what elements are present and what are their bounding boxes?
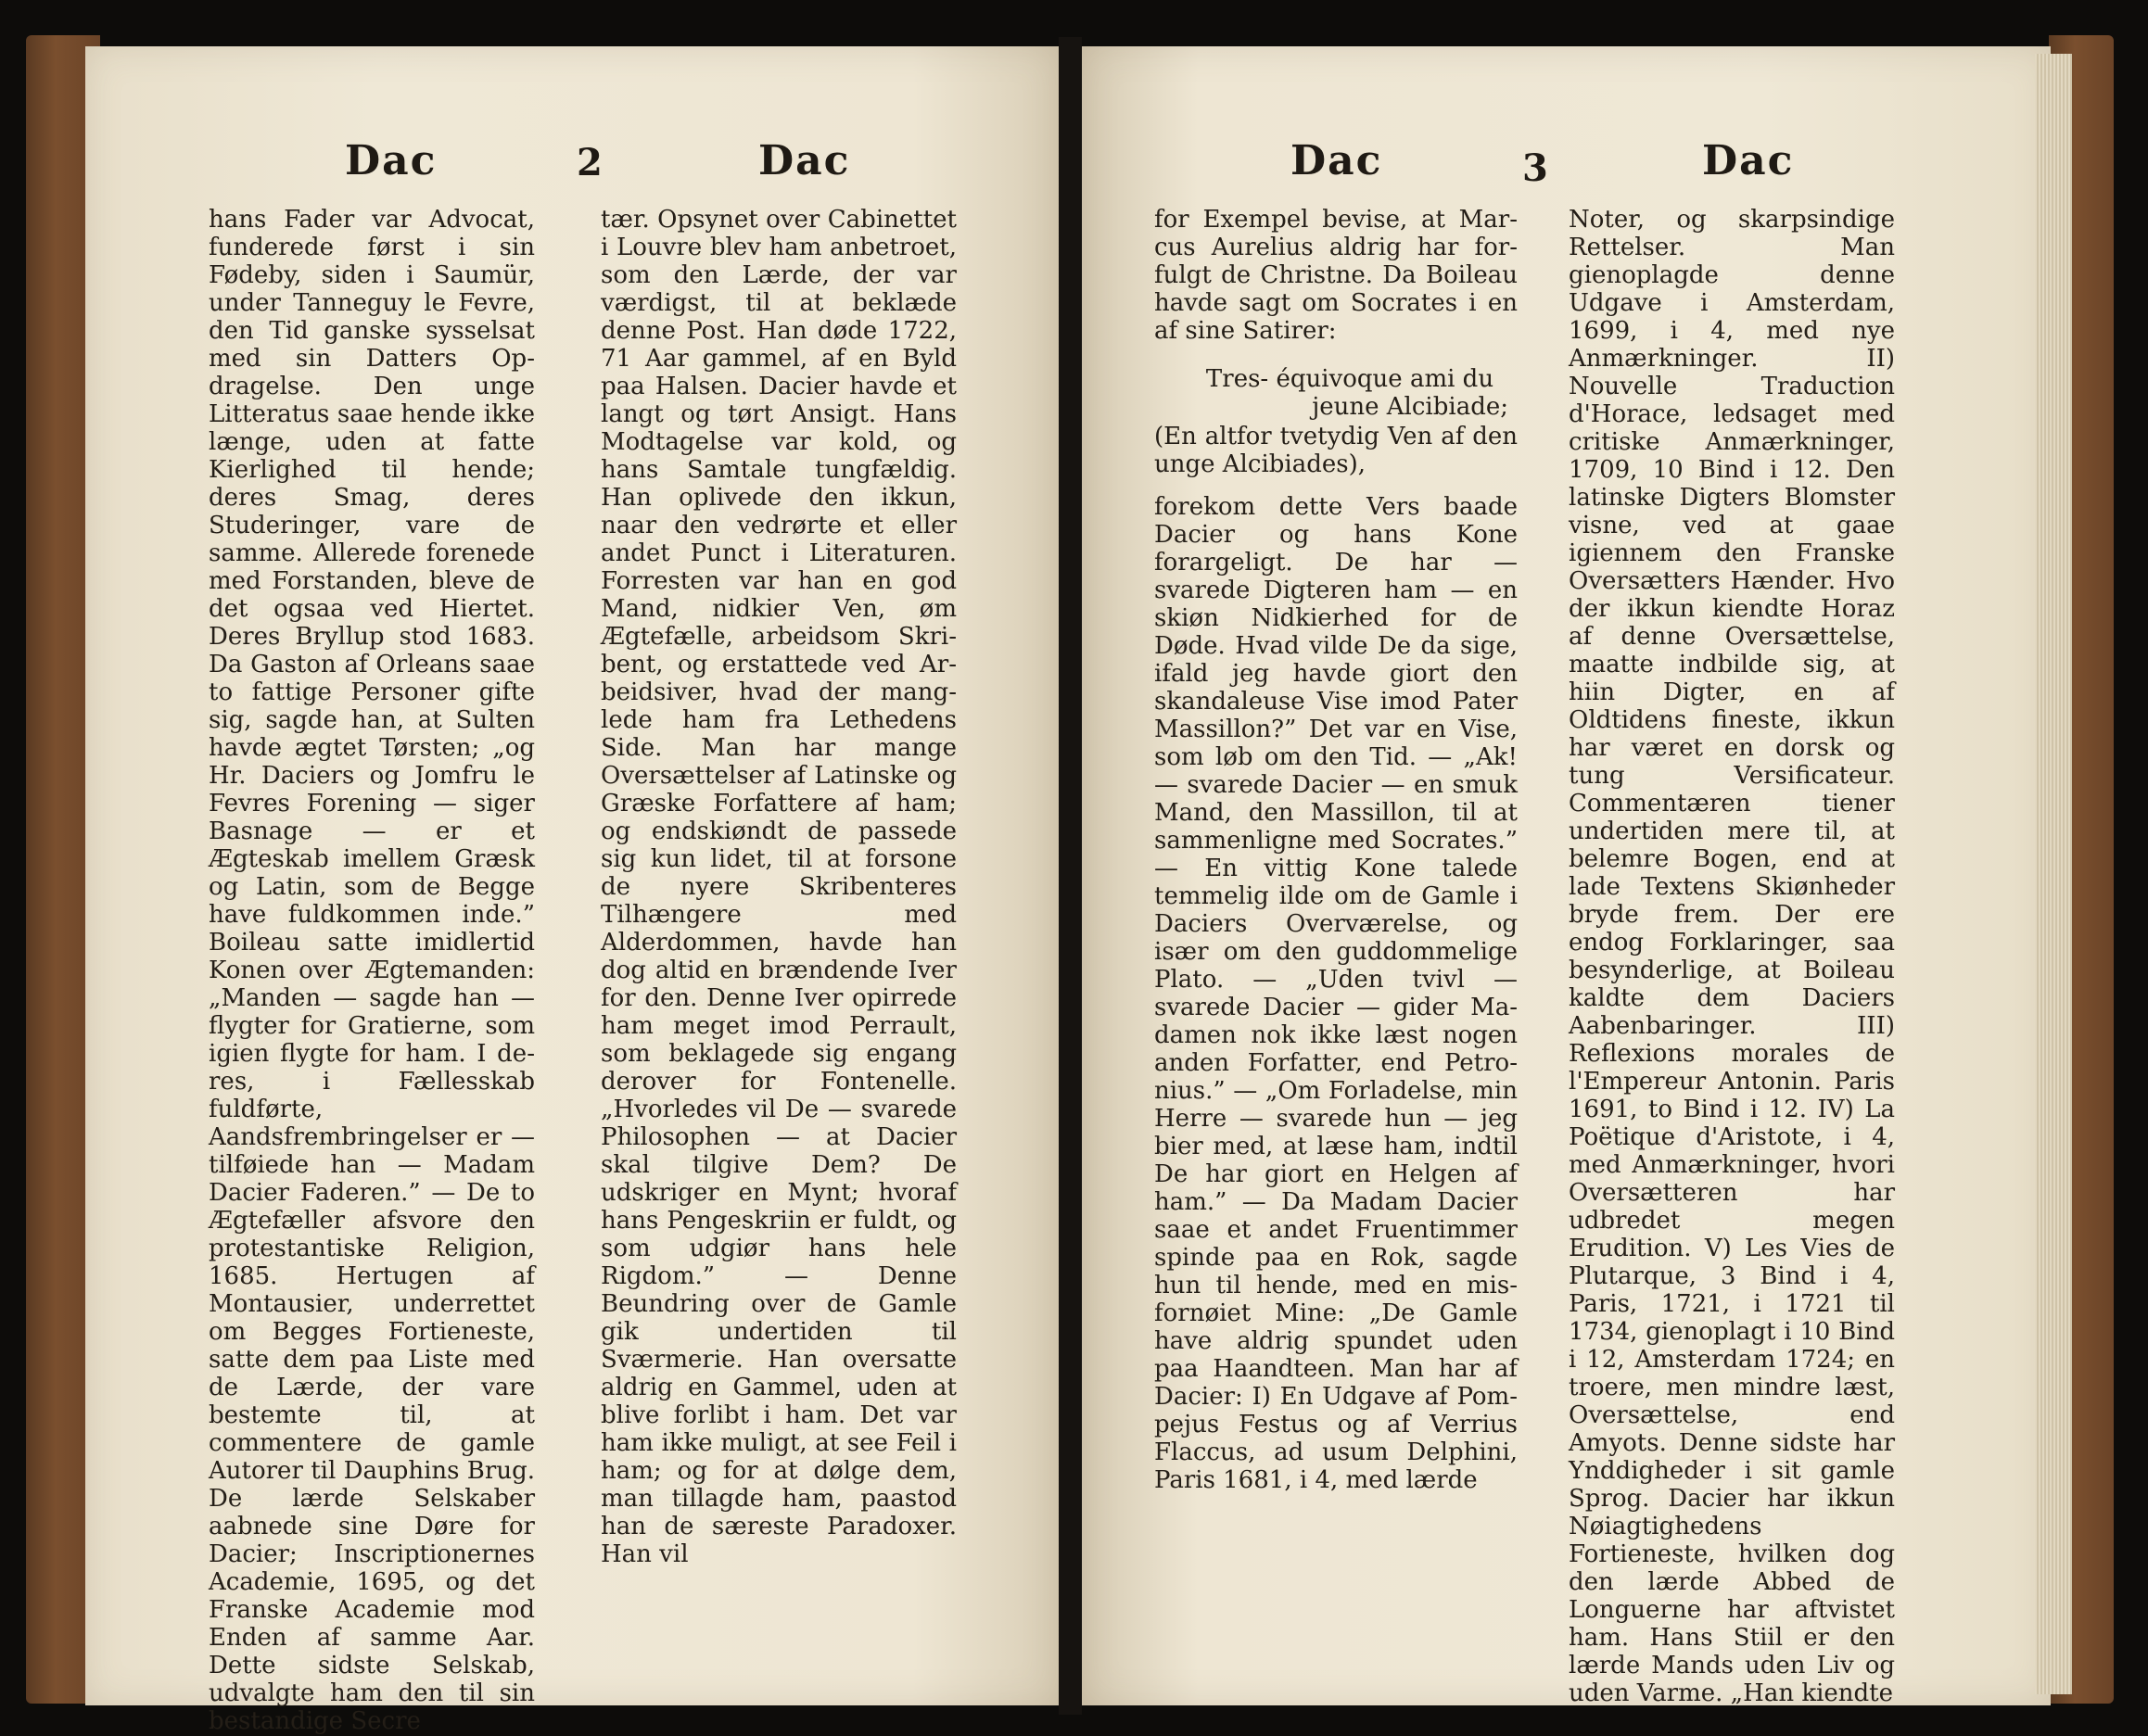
book-gutter [1059, 37, 1082, 1715]
right-column-2-text: Noter, og skarpsindige Rettelser. Man gienoplagde denne Udgave i Amsterdam, 1699, i 4, med nye Anmærkninger. II) Nouvelle Traduction d'Horace, ledsaget med critiske Anmærkninger, 1709, 10 Bind i 12. Den latinske Digters Blomster visne, ved at gaae igiennem den Franske Oversætters Hænder. Hvo der ikkun kiendte Horaz af denne Oversættelse, maatte indbilde sig, at hiin Digter, en af Oldtidens fineste, ikkun har været en dorsk og tung Versificateur. Commentæren tiener undertiden mere til, at belemre Bogen, end at lade Textens Skiønheder bryde frem. Der ere endog Forklaringer, saa besynderlige, at Boileau kaldte dem Daciers Aabenbaringer. III) Reflexions morales de l'Empereur Antonin. Paris 1691, to Bind i 12. IV) La Poëtique d'Aristote, i 4, med Anmærkninger, hvori Oversætteren har udbredet megen Erudition. V) Les Vies de Plutarque, 3 Bind i 4, Paris, 1721, i 1721 til 1734, gienoplagt i 10 Bind i 12, Amsterdam 1724; en troere, men mindre læst, Oversættelse, end Amyots. Denne sidste har Ynddigheder i sit gamle Sprog. Dacier har ikkun Nøiagtighedens Fortieneste, hvilken dog den lærde Abbed de Longuerne har aftvistet ham. Hans Stiil er den lærde Mands uden Liv og uden Varme. „Han kiendte [1569, 206, 1895, 1707]
verse-quote [1182, 365, 1518, 421]
verse-line-1: Tres- équivoque ami du [1205, 365, 1494, 393]
verse-line-2: jeune Alcibiade; [1312, 393, 1508, 421]
left-page-column-1 [209, 206, 535, 1735]
right-column-1-top-text: for Exempel bevise, at Marcus Aurelius aldrig har forfulgt de Christne. Da Boileau havde sagt om Socrates i en af sine Satirer: [1154, 206, 1518, 345]
left-column-2-text: tær. Opsynet over Cabinettet i Louvre blev ham anbetroet, som den Lærde, der var værdigst, til at beklæde denne Post. Han døde 1722, 71 Aar gammel, af en Byld paa Halsen. Dacier havde et langt og tørt Ansigt. Hans Modtagelse var kold, og hans Samtale tungfældig. Han oplivede den ikkun, naar den vedrørte et eller andet Punct i Literaturen. Forresten var han en god Mand, nidkier Ven, øm Ægtefælle, arbeidsom Skribent, og erstattede ved Arbeidsiver, hvad der manglede ham fra Lethedens Side. Man har mange Oversættelser af Latinske og Græske Forfattere af ham; og endskiøndt de passede sig kun lidet, til at forsone de nyere Skribenteres Tilhængere med Alderdommen, havde han dog altid en brændende Iver for den. Denne Iver opirrede ham meget imod Perrault, som beklagede sig engang derover for Fontenelle. „Hvorledes vil De — svarede Philosophen — at Dacier skal tilgive Dem? De udskriger en Mynt; hvoraf hans Pengeskriin er fuldt, og som udgiør hans hele Rigdom.” — Denne Beundring over de Gamle gik undertiden til Sværmerie. Han oversatte aldrig en Gammel, uden at blive forlibt i ham. Det var ham ikke muligt, at see Feil i ham; og for at dølge dem, man tillagde ham, paastod han de særeste Paradoxer. Han vil [601, 206, 957, 1568]
left-headword-1: Dac [345, 137, 438, 184]
left-page-column-2 [601, 206, 957, 1568]
left-headword-2: Dac [758, 137, 851, 184]
right-page-column-2 [1569, 206, 1895, 1707]
left-page-number: 2 [577, 141, 603, 184]
page-edges [2035, 54, 2072, 1694]
right-headword-2: Dac [1702, 137, 1795, 184]
verse-translation: (En altfor tvetydig Ven af den unge Alcibiades), [1154, 423, 1518, 478]
right-column-1-bottom-text: forekom dette Vers baade Dacier og hans Kone forargeligt. De har — svarede Digteren ham — en skiøn Nidkierhed for de Døde. Hvad vilde De da sige, ifald jeg havde giort den skandaleuse Vise imod Pater Massillon?” Det var en Vise, som løb om den Tid. — „Ak! — svarede Dacier — en smuk Mand, den Massillon, til at sammenligne med Socrates.” — En vittig Kone talede temmelig ilde om de Gamle i Daciers Overværelse, og især om den guddommelige Plato. — „Uden tvivl — svarede Dacier — gider Madamen nok ikke læst nogen anden Forfatter, end Petronius.” — „Om Forladelse, min Herre — svarede hun — jeg bier med, at læse ham, indtil De har giort en Helgen af ham.” — Da Madam Dacier saae et andet Fruentimmer spinde paa en Rok, sagde hun til hende, med en misfornøiet Mine: „De Gamle have aldrig spundet uden paa Haandteen. Man har af Dacier: I) En Udgave af Pompejus Festus og af Verrius Flaccus, ad usum Delphini, Paris 1681, i 4, med lærde [1154, 493, 1518, 1494]
right-page-column-1 [1154, 206, 1518, 1494]
right-headword-1: Dac [1290, 137, 1383, 184]
left-column-1-text: hans Fader var Advocat, funderede først i sin Fødeby, siden i Saumür, under Tanneguy le Fevre, den Tid ganske sysselsat med sin Datters Opdragelse. Den unge Litteratus saae hende ikke længe, uden at fatte Kierlighed til hende; deres Smag, deres Studeringer, vare de samme. Allerede forenede med Forstanden, bleve de det ogsaa ved Hiertet. Deres Bryllup stod 1683. Da Gaston af Orleans saae to fattige Personer gifte sig, sagde han, at Sulten havde ægtet Tørsten; „og Hr. Daciers og Jomfru le Fevres Forening — siger Basnage — er et Ægteskab imellem Græsk og Latin, som de Begge have fuldkommen inde.” Boileau satte imidlertid Konen over Ægtemanden: „Manden — sagde han — flygter for Gratierne, som igien flygte for ham. I deres, i Fællesskab fuldførte, Aandsfrembringelser er — tilføiede han — Madam Dacier Faderen.” — De to Ægtefæller afsvore den protestantiske Religion, 1685. Hertugen af Montausier, underrettet om Begges Fortieneste, satte dem paa Liste med de Lærde, der vare bestemte til, at commentere de gamle Autorer til Dauphins Brug. De lærde Selskaber aabnede sine Døre for Dacier; Inscriptionernes Academie, 1695, og det Franske Academie mod Enden af samme Aar. Dette sidste Selskab, udvalgte ham den til sin bestandige Secre [209, 206, 535, 1735]
right-page-number: 3 [1522, 146, 1548, 190]
